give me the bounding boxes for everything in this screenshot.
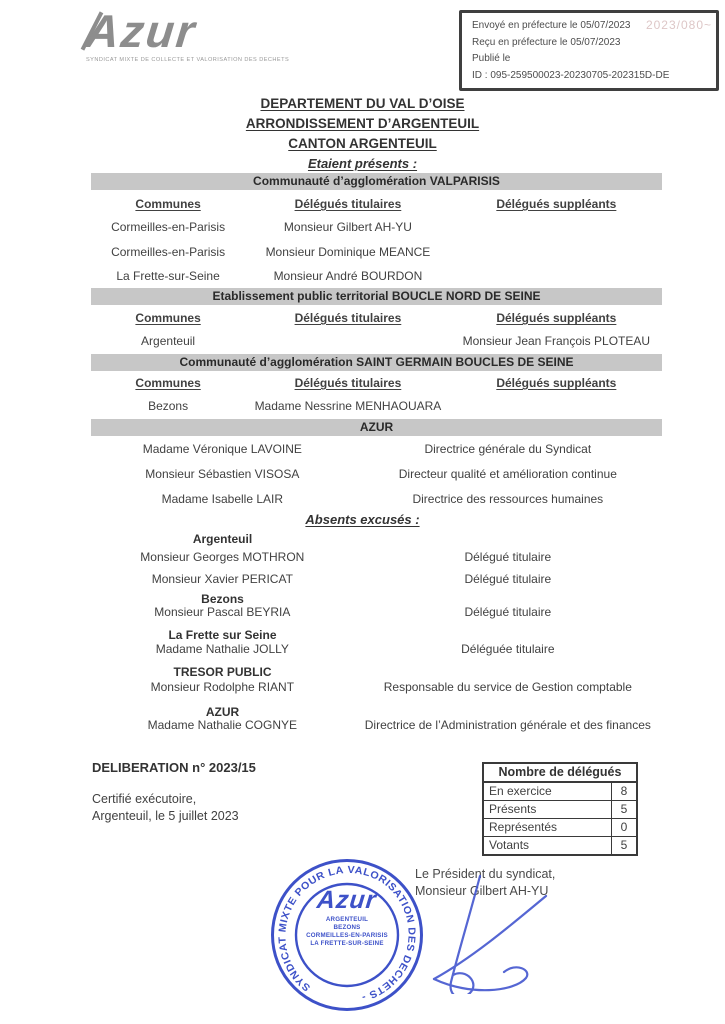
table-row	[91, 220, 662, 235]
commune-cell: Bezons	[148, 399, 189, 413]
absent-row	[91, 642, 662, 657]
syndicate-round-stamp	[268, 856, 426, 1014]
table-row	[484, 837, 636, 854]
administrative-header	[0, 94, 725, 154]
absent-name: Monsieur Georges MOTHRON	[140, 550, 305, 564]
delegates-label: Présents	[484, 801, 612, 818]
column-header-row	[91, 311, 662, 326]
column-header-communes: Communes	[135, 311, 201, 325]
delegates-label: Votants	[484, 837, 612, 854]
absent-row	[91, 605, 662, 620]
handwritten-signature-icon	[418, 874, 558, 994]
column-header-titulaires: Délégués titulaires	[294, 197, 402, 211]
suppleant-cell	[451, 399, 662, 414]
absent-role: Déléguée titulaire	[461, 642, 555, 656]
staff-name: Madame Isabelle LAIR	[161, 492, 284, 506]
suppleant-cell	[451, 269, 662, 284]
staff-row	[91, 492, 662, 507]
delegates-value: 8	[620, 784, 628, 798]
received-in-prefecture-line: Reçu en préfecture le 05/07/2023	[472, 36, 621, 48]
absent-name: Madame Nathalie COGNYE	[147, 718, 298, 732]
staff-name: Monsieur Sébastien VISOSA	[145, 467, 300, 481]
commune-cell: Cormeilles-en-Parisis	[111, 245, 226, 259]
column-header-communes: Communes	[135, 376, 201, 390]
absent-row	[91, 680, 662, 695]
stamp-ring-text: SYNDICAT MIXTE POUR LA VALORISATION DES DECHETS -	[277, 864, 417, 1003]
column-header-titulaires: Délégués titulaires	[294, 311, 402, 325]
stamp-center-content	[268, 856, 426, 948]
absent-role: Délégué titulaire	[464, 605, 552, 619]
column-header-row	[91, 376, 662, 391]
titulaire-cell: Monsieur André BOURDON	[273, 269, 423, 283]
staff-row	[91, 442, 662, 457]
canton-title: CANTON ARGENTEUIL	[288, 136, 437, 151]
commune-cell: La Frette-sur-Seine	[116, 269, 220, 283]
absent-row	[91, 572, 662, 587]
registry-watermark: 2023/080~	[645, 18, 712, 32]
azur-logo	[83, 5, 290, 63]
stamp-commune-line: LA FRETTE-SUR-SEINE	[310, 940, 384, 947]
absent-role: Délégué titulaire	[464, 572, 552, 586]
staff-role: Directrice générale du Syndicat	[424, 442, 592, 456]
stamp-commune-line: ARGENTEUIL	[325, 916, 369, 923]
stamp-azur-wordmark: Azur	[315, 886, 379, 914]
department-title: DEPARTEMENT DU VAL D’OISE	[260, 96, 465, 111]
delegates-value: 5	[620, 838, 628, 852]
sent-to-prefecture-line: Envoyé en préfecture le 05/07/2023	[472, 20, 631, 31]
column-header-row	[91, 197, 662, 212]
column-header-suppleants: Délégués suppléants	[496, 311, 617, 325]
delegates-count-table	[482, 762, 638, 856]
deliberation-number: DELIBERATION n° 2023/15	[92, 760, 256, 775]
titulaire-cell: Madame Nessrine MENHAOUARA	[254, 399, 442, 413]
staff-role: Directrice des ressources humaines	[412, 492, 604, 506]
commune-cell: Cormeilles-en-Parisis	[111, 220, 226, 234]
section-banner-saint-germain: Communauté d’agglomération SAINT GERMAIN BOUCLES DE SEINE	[91, 354, 662, 371]
absent-role: Responsable du service de Gestion comptable	[383, 680, 632, 694]
absent-row	[91, 550, 662, 565]
commune-cell: Argenteuil	[141, 334, 196, 348]
delegates-table-title: Nombre de délégués	[484, 764, 636, 783]
published-line: Publié le	[472, 53, 511, 64]
stamp-commune-line: CORMEILLES-EN-PARISIS	[306, 932, 388, 939]
suppleant-cell	[451, 245, 662, 260]
absent-section-title: Absents excusés :	[305, 512, 420, 527]
president-name-line: Monsieur Gilbert AH-YU	[415, 884, 549, 898]
absent-name: Monsieur Xavier PERICAT	[151, 572, 293, 586]
staff-name: Madame Véronique LAVOINE	[142, 442, 302, 456]
column-header-titulaires: Délégués titulaires	[294, 376, 402, 390]
stamp-commune-line: BEZONS	[333, 924, 361, 931]
column-header-suppleants: Délégués suppléants	[496, 197, 617, 211]
absent-role: Directrice de l’Administration générale et des finances	[364, 718, 651, 732]
arrondissement-title: ARRONDISSEMENT D’ARGENTEUIL	[245, 116, 480, 131]
table-row	[91, 334, 662, 349]
staff-role: Directeur qualité et amélioration continue	[398, 467, 617, 481]
place-date-line: Argenteuil, le 5 juillet 2023	[92, 809, 239, 823]
staff-row	[91, 467, 662, 482]
titulaire-cell	[245, 334, 451, 349]
absent-name: Monsieur Pascal BEYRIA	[154, 605, 291, 619]
titulaire-cell: Monsieur Dominique MEANCE	[265, 245, 431, 259]
absent-name: Monsieur Rodolphe RIANT	[150, 680, 295, 694]
absent-role: Délégué titulaire	[464, 550, 552, 564]
logo-tagline: SYNDICAT MIXTE DE COLLECTE ET VALORISATION DES DECHETS	[86, 57, 290, 63]
table-row	[91, 399, 662, 414]
table-row	[484, 819, 636, 837]
section-banner-valparisis: Communauté d’agglomération VALPARISIS	[91, 173, 662, 190]
absent-name: Madame Nathalie JOLLY	[155, 642, 289, 656]
delegates-value: 0	[620, 820, 628, 834]
column-header-suppleants: Délégués suppléants	[496, 376, 617, 390]
delegates-label: Représentés	[484, 819, 612, 836]
table-row	[484, 801, 636, 819]
table-row	[91, 269, 662, 284]
prefecture-stamp-box	[459, 10, 719, 91]
table-row	[91, 245, 662, 260]
suppleant-cell	[451, 220, 662, 235]
section-banner-azur: AZUR	[91, 419, 662, 436]
column-header-communes: Communes	[135, 197, 201, 211]
present-section-title: Etaient présents :	[307, 156, 418, 171]
absent-group-heading-tresor-public: TRESOR PUBLIC	[173, 665, 272, 679]
absent-row	[91, 718, 662, 733]
titulaire-cell: Monsieur Gilbert AH-YU	[283, 220, 412, 234]
delegates-value: 5	[620, 802, 628, 816]
absent-group-heading-la-frette: La Frette sur Seine	[168, 628, 277, 642]
document-id-line: ID : 095-259500023-20230705-202315D-DE	[472, 69, 670, 81]
president-title-line: Le Président du syndicat,	[415, 867, 556, 881]
section-banner-boucle-nord: Etablissement public territorial BOUCLE NORD DE SEINE	[91, 288, 662, 305]
absent-group-heading-azur: AZUR	[205, 705, 240, 719]
absent-group-heading-bezons: Bezons	[201, 592, 244, 606]
logo-wordmark: Azur	[83, 5, 199, 57]
suppleant-cell: Monsieur Jean François PLOTEAU	[462, 334, 651, 348]
absent-group-heading-argenteuil: Argenteuil	[192, 532, 253, 546]
table-row	[484, 783, 636, 801]
delegates-label: En exercice	[484, 783, 612, 800]
certified-executory-line: Certifié exécutoire,	[92, 792, 197, 806]
